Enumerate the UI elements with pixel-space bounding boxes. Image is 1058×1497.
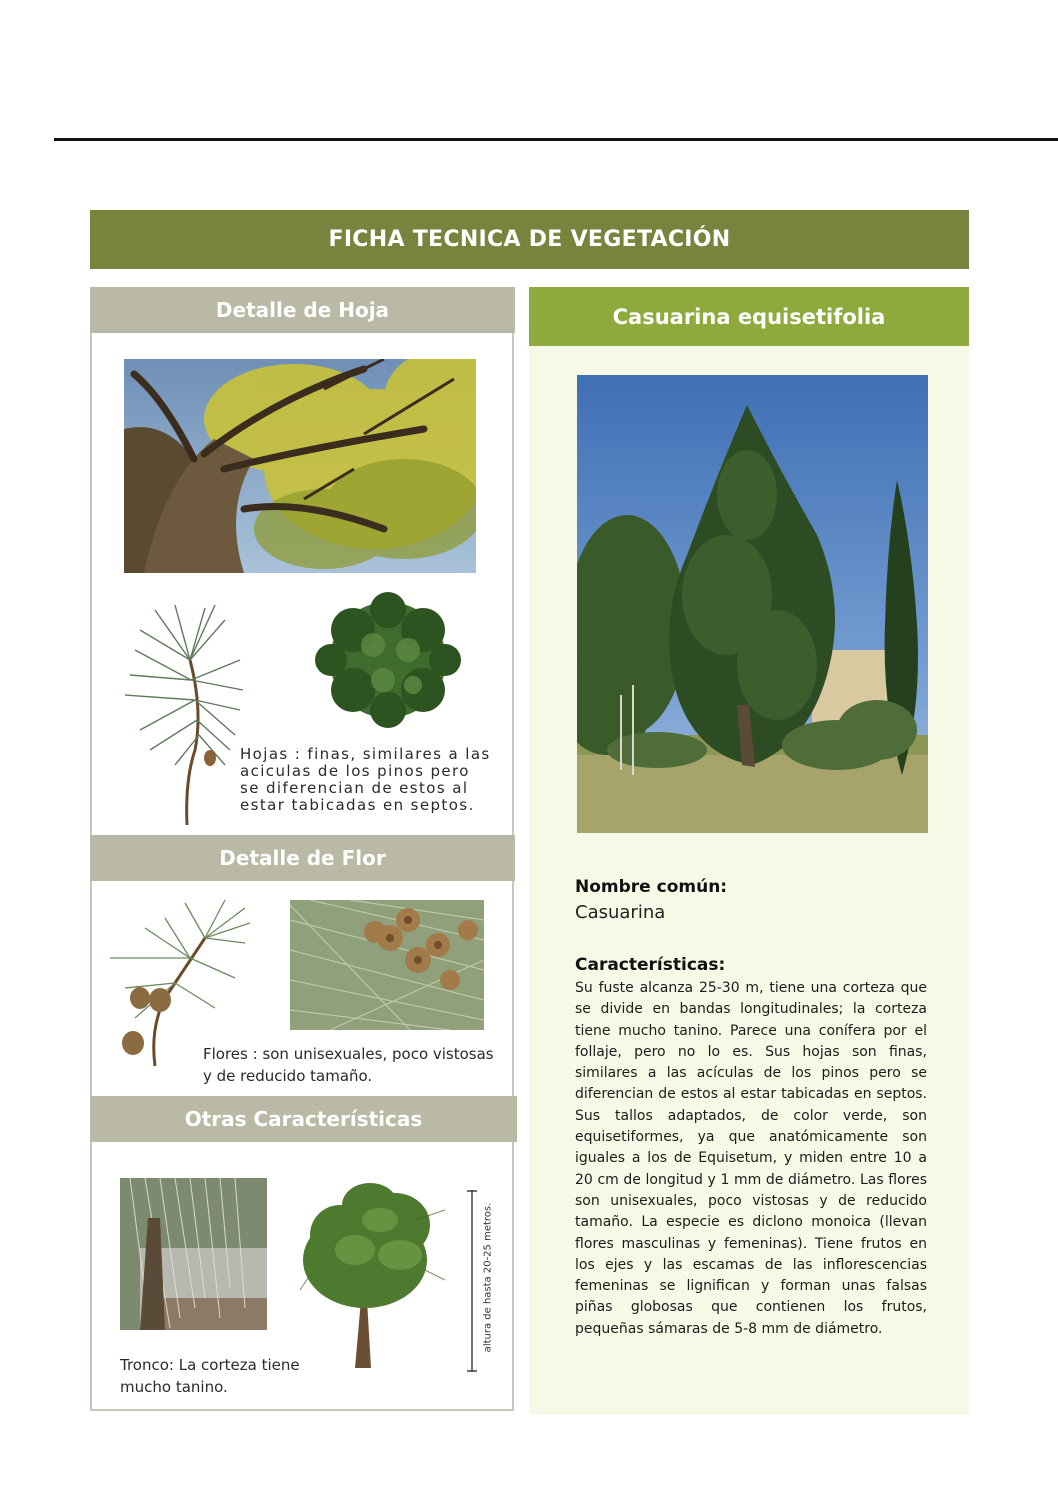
flower-section-heading: Detalle de Flor [90,835,515,881]
species-heading: Casuarina equisetifolia [529,287,969,346]
trunk-caption: Tronco: La corteza tiene mucho tanino. [120,1356,300,1396]
tree-plan-illustration [313,590,463,730]
top-rule [54,138,1058,141]
trunk-photo [120,1178,267,1330]
cone-photo [290,900,484,1030]
characteristics-text: Su fuste alcanza 25-30 m, tiene una corteza que se divide en bandas longitudinales; la corteza tiene mucho tanino. Parece una conífera por el follaje, pero no lo es. Sus hojas son finas, similares a las acículas de los pinos pero se diferencian de estos al estar tabicadas en septos. Sus tallos adaptados, de color verde, son equisetiformes, ya que anatómicamente son iguales a los de Equisetum, y miden entre 10 a 20 cm de longitud y 1 mm de diámetro. Las flores son unisexuales, poco vistosas y de reducido tamaño. La especie es diclono monoica (llevan flores masculinas y femeninas). Tiene frutos en los ejes y las escamas de las inflorescencias femeninas se lignifican y forman unas falsas piñas globosas que contienen los frutos, pequeñas sámaras de 5-8 mm de diámetro. [575,980,927,1337]
flower-caption: Flores : son unisexuales, poco vistosas y de reducido tamaño. [203,1045,494,1085]
leaf-caption: Hojas : finas, similares a las aciculas de los pinos pero se diferencian de estos al estar tabicadas en septos. [240,745,491,814]
page-title: FICHA TECNICA DE VEGETACIÓN [90,210,969,269]
characteristics-label: Características: [575,955,726,975]
tree-elevation-illustration [295,1180,460,1370]
needle-branch-illustration [115,600,245,825]
common-name-value: Casuarina [575,902,666,923]
casuarina-photo [577,375,928,833]
leaf-section-heading: Detalle de Hoja [90,287,515,333]
height-note: altura de hasta 20-25 metros. [482,1202,494,1353]
common-name-label: Nombre común: [575,877,728,897]
other-section-heading: Otras Características [90,1096,517,1142]
canopy-photo [124,359,476,573]
height-scale [466,1190,478,1372]
